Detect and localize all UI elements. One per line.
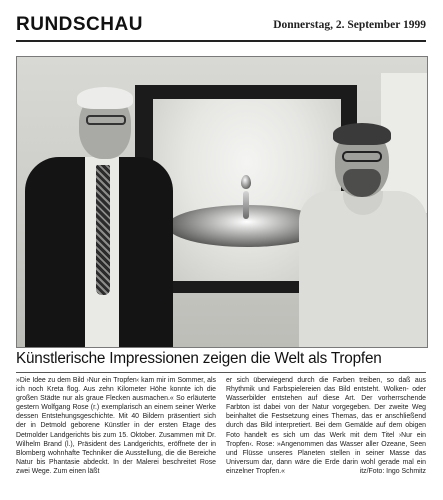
man-right-glasses <box>342 151 382 162</box>
article-headline: Künstlerische Impressionen zeigen die Welt als Tropfen <box>16 350 382 367</box>
article-body <box>16 376 426 486</box>
man-left-hair <box>77 87 133 109</box>
section-title: RUNDSCHAU <box>16 14 143 35</box>
man-left-tie <box>96 165 110 295</box>
painting-water-column <box>243 191 249 219</box>
article-column-1: »Die Idee zu dem Bild ›Nur ein Tropfen‹ kam mir im Sommer, als ich noch Kreta flog. Aus zehn Kilometer Höhe konnte ich die großen Städte nur als graue Flecken ausmachen.« So erläuterte gestern Wolfgang Rose (r.) exemplarisch an einem seiner Werke dessen Entstehungsgeschichte. Mit 40 Bildern präsentiert sich der in Detmold geborene Künstler in der ersten Etage des Detmolder Landgerichts bis zum 15. Oktober. Zusammen mit Dr. Wilhelm Brand (l.), Präsident des Landgerichts, eröffnete der in Blomberg wohnhafte Techniker die Ausstellung, die die Bereiche Natur bis Phantasie abdeckt. In der Malerei beschreitet Rose zwei Wege. Zum einen läßt <box>16 377 216 475</box>
publication-date: Donnerstag, 2. September 1999 <box>273 19 426 31</box>
article-photo <box>16 56 428 348</box>
man-left-glasses <box>86 115 126 125</box>
headline-rule <box>16 372 426 373</box>
masthead-rule <box>16 40 426 42</box>
article-column-2 <box>226 376 426 486</box>
painting-water-drop <box>241 175 251 189</box>
man-right-hair <box>333 123 391 145</box>
photo-credit: itz/Foto: Ingo Schmitz <box>359 467 426 475</box>
article-column-2-text: er sich überwiegend durch die Farben treiben, so daß aus Rhythmik und Farbspielereien das Bild entsteht. Wolken- oder Wasserbilder entstehen auf diese Art. Der vorherrschende Farbton ist dabei von der Natur vorgegeben. Der zweite Weg beinhaltet die Festsetzung eines Themas, das er anschließend durch das Bild interpretiert. Bei dem Gemälde auf dem obigen Foto handelt es sich um das Werk mit dem Titel ›Nur ein Tropfen‹. Rose: »Angenommen das Wasser aller Ozeane, Seen und Flüsse unseres Planeten stellen in seiner Masse das Universum dar, dann wäre die Erde darin wohl gerade mal ein einzelner Tropfen.« <box>226 377 426 475</box>
